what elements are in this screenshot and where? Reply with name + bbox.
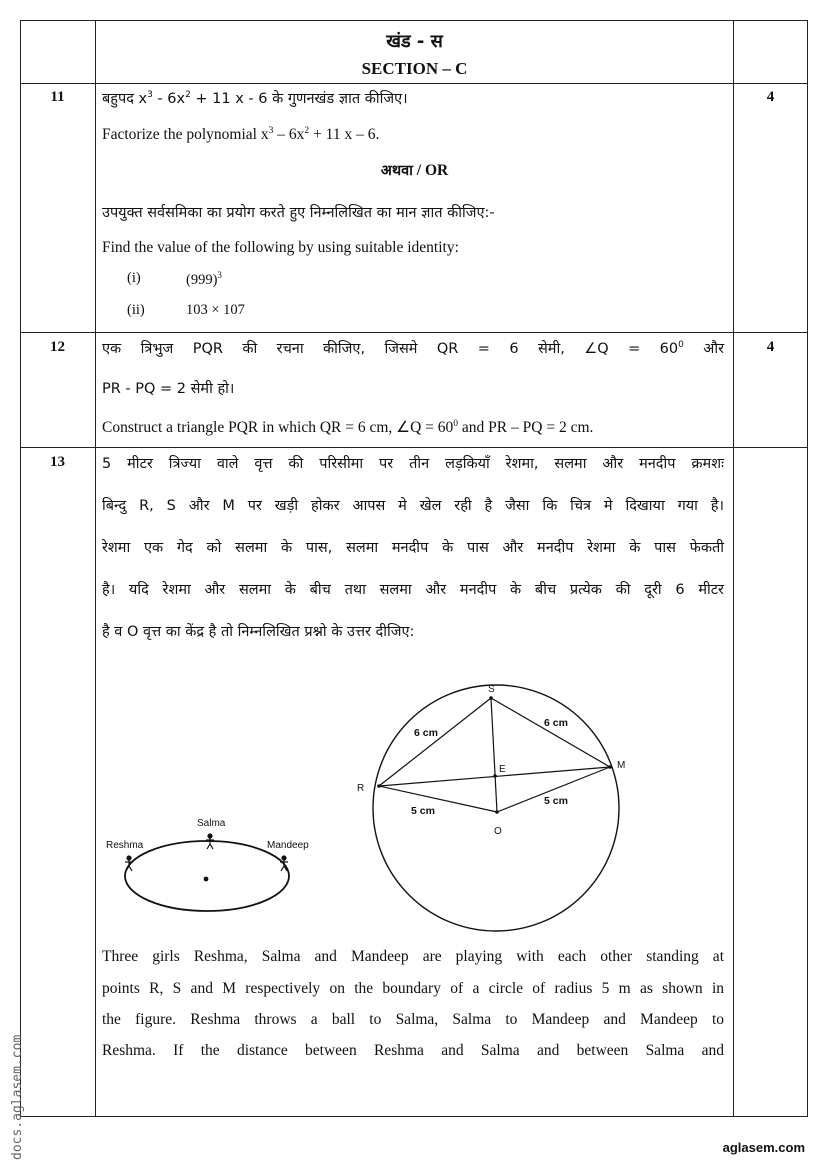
q13-hindi-line: बिन्दु R, S और M पर खड़ी होकर आपस मे खेल रही है जैसा कि चित्र मे दिखाया गया है। xyxy=(102,498,724,514)
q13-english-line: Reshma. If the distance between Reshma and Salma and between Salma and xyxy=(102,1042,724,1059)
segment-so xyxy=(491,698,497,812)
footer-brand[interactable]: aglasem.com xyxy=(722,1140,805,1155)
length-ro-label: 5 cm xyxy=(411,805,435,817)
q12-english-text: Construct a triangle PQR in which QR = 6 cm, ∠Q = $60^0$ and PR – PQ = 2 cm. xyxy=(102,418,594,437)
point-o xyxy=(495,810,499,814)
row-divider xyxy=(20,83,808,84)
section-title-hindi: खंड - स xyxy=(386,31,443,52)
length-om-label: 5 cm xyxy=(544,795,568,807)
point-s xyxy=(489,696,493,700)
playground-figure xyxy=(100,810,320,920)
segment-ro xyxy=(379,786,497,812)
question-marks: 4 xyxy=(766,339,775,355)
segment-sm xyxy=(491,698,610,767)
or-label: अथवा / OR xyxy=(380,162,449,179)
section-title-english: SECTION – C xyxy=(361,59,468,78)
question-number: 13 xyxy=(50,454,65,470)
mandeep-label: Mandeep xyxy=(267,840,309,851)
q13-english-line: points R, S and M respectively on the boundary of a circle of radius 5 m as shown in xyxy=(102,980,724,997)
column-divider xyxy=(733,20,734,1117)
point-r xyxy=(377,784,381,788)
side-watermark: docs.aglasem.com xyxy=(10,1034,25,1160)
playground-circle xyxy=(125,841,289,911)
part-label: (ii) xyxy=(127,302,145,318)
length-sm-label: 6 cm xyxy=(544,717,568,729)
q12-hindi-line: PR - PQ = 2 सेमी हो। xyxy=(102,381,235,397)
part-expression: 103 × 107 xyxy=(186,302,245,318)
label-o: O xyxy=(494,826,502,837)
circle-geometry-figure xyxy=(350,680,660,935)
salma-label: Salma xyxy=(197,818,226,829)
q13-hindi-line: है। यदि रेशमा और सलमा के बीच तथा सलमा और मनदीप के बीच प्रत्येक की दूरी 6 मीटर xyxy=(102,582,724,598)
question-marks: 4 xyxy=(766,89,775,105)
label-r: R xyxy=(357,783,365,794)
q13-english-line: the figure. Reshma throws a ball to Salma, Salma to Mandeep and Mandeep to xyxy=(102,1011,724,1028)
question-number: 12 xyxy=(50,339,65,355)
q13-english-line: Three girls Reshma, Salma and Mandeep are playing with each other standing at xyxy=(102,948,724,965)
point-m xyxy=(608,765,612,769)
q13-hindi-line: 5 मीटर त्रिज्या वाले वृत्त की परिसीमा पर तीन लड़कियाँ रेशमा, सलमा और मनदीप क्रमशः xyxy=(102,456,724,472)
center-dot xyxy=(204,877,209,882)
label-e: E xyxy=(499,764,506,775)
part-label: (i) xyxy=(127,270,141,286)
q12-hindi-line: एक त्रिभुज PQR की रचना कीजिए, जिसमे QR = 6 सेमी, ∠Q = $60^0$ और xyxy=(102,340,724,357)
label-s: S xyxy=(488,684,495,695)
circle-boundary xyxy=(373,685,619,931)
q11-english-text: Factorize the polynomial $x^3 - 6x^2 + 11$ x – 6. xyxy=(102,125,380,144)
question-number: 11 xyxy=(50,89,65,105)
q13-hindi-line: रेशमा एक गेद को सलमा के पास, सलमा मनदीप के पास और मनदीप रेशमा के पास फेकती xyxy=(102,540,724,556)
segment-rs xyxy=(379,698,491,786)
q11-hindi-text: बहुपद $x^3 - 6x^2 + 11$ x - 6 के गुणनखंड ज्ञात कीजिए। xyxy=(102,90,408,107)
q13-hindi-line: है व O वृत्त का केंद्र है तो निम्नलिखित प्रश्नो के उत्तर दीजिए: xyxy=(102,624,415,640)
length-rs-label: 6 cm xyxy=(414,727,438,739)
reshma-label: Reshma xyxy=(106,840,144,851)
row-divider xyxy=(20,332,808,333)
column-divider xyxy=(95,20,96,1117)
label-m: M xyxy=(617,760,626,771)
part-expression: $(999)^3$ xyxy=(186,270,222,288)
point-e xyxy=(493,774,497,778)
q11-alt-english: Find the value of the following by using suitable identity: xyxy=(102,239,459,256)
row-divider xyxy=(20,447,808,448)
q11-alt-hindi: उपयुक्त सर्वसमिका का प्रयोग करते हुए निम्नलिखित का मान ज्ञात कीजिए:- xyxy=(102,205,495,221)
